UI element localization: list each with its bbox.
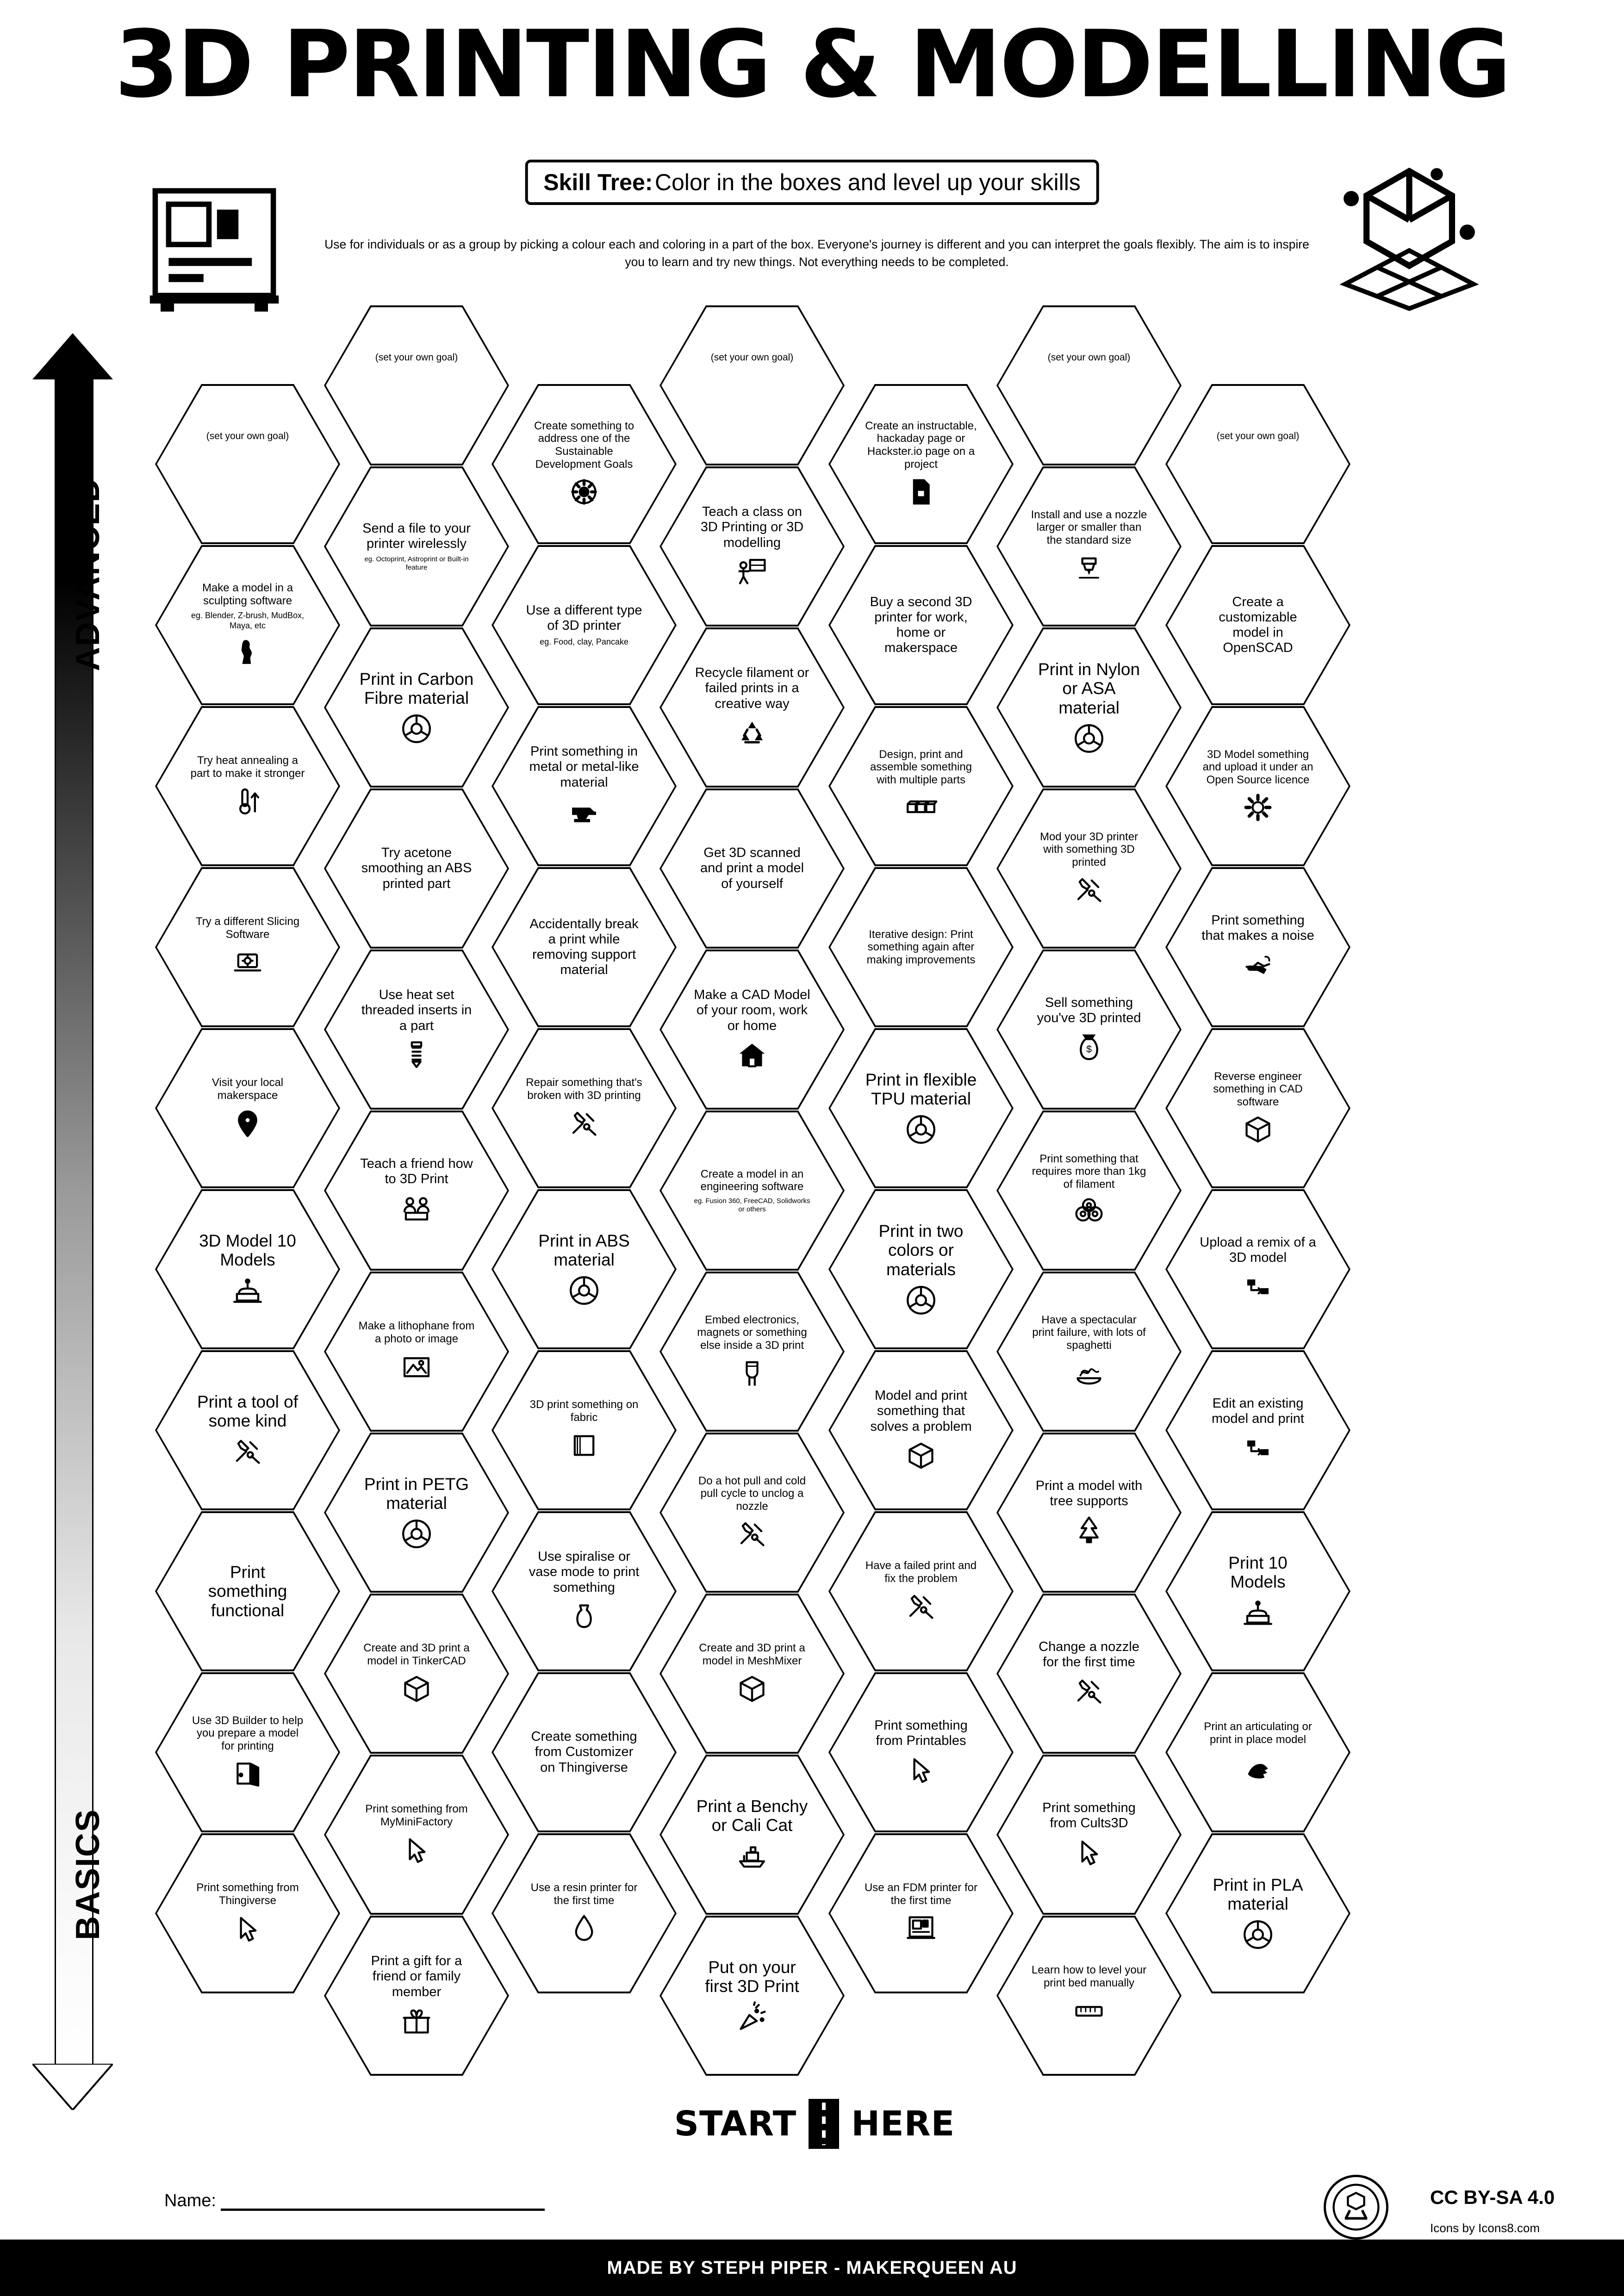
skill-hex-c1-tool[interactable] [155,1350,340,1510]
presentation-icon [735,555,769,589]
skill-hex-c4-recycle[interactable] [660,627,845,788]
hex-label: Visit your local makerspace [212,1076,284,1102]
hex-label: (set your own goal) [1216,431,1300,441]
road-icon [809,2099,839,2149]
hex-label: (set your own goal) [375,352,458,363]
skill-hex-c1-model10[interactable] [155,1189,340,1349]
hex-label: Print something from Thingiverse [196,1881,299,1907]
hex-label: Print in two colors or materials [878,1221,964,1279]
hex-label: Print a Benchy or Cali Cat [696,1796,808,1835]
hex-label: Learn how to level your print bed manually [1031,1964,1147,1989]
skill-hex-c2-goal[interactable] [324,305,509,465]
printer-icon [904,1912,938,1945]
hex-label: Design, print and assemble something with multiple parts [870,748,972,786]
hex-sublabel: eg. Octoprint, Astroprint or Built-in feature [364,555,469,572]
skill-hex-c2-myminifactory[interactable] [324,1755,509,1915]
intro-blurb: Use for individuals or as a group by picking a colour each and coloring in a part of the box. Everyone's journey is different and you can interpret the goals flexibly. The aim is to inspire you to learn and try new things. Not everything needs to be completed. [324,237,1309,269]
skill-hex-c7-pla[interactable] [1165,1833,1350,1993]
skill-hex-c2-carbon[interactable] [324,627,509,788]
cube-outline-icon [735,1672,769,1706]
hex-label: Make a CAD Model of your room, work or home [694,987,810,1033]
skill-hex-c4-teachclass[interactable] [660,466,845,627]
picture-icon [400,1350,433,1384]
skill-hex-c6-cults3d[interactable] [996,1755,1182,1915]
skill-hex-c2-acetone[interactable] [324,788,509,949]
hex-sublabel: eg. Blender, Z-brush, MudBox, Maya, etc [191,611,305,630]
hex-label: Use heat set threaded inserts in a part [361,987,472,1033]
hex-label: Use a different type of 3D printer [526,603,642,633]
hex-label: Buy a second 3D printer for work, home or makerspace [870,594,972,656]
hex-label: Create an instructable, hackaday page or Hackster.io page on a project [865,419,977,471]
skill-hex-c2-teach[interactable] [324,1111,509,1271]
advanced-label: ADVANCED [69,477,106,671]
led-icon [735,1356,769,1390]
hex-label: Create and 3D print a model in TinkerCAD [363,1642,470,1667]
hex-label: Print in PETG material [364,1474,469,1513]
skill-hex-c4-firstprint[interactable] [660,1916,845,2076]
skill-hex-c2-tinkercad[interactable] [324,1594,509,1754]
filament-spool-icon [400,712,433,745]
hex-label: Print a model with tree supports [1035,1478,1143,1508]
sdg-wheel-icon [567,475,601,509]
hex-label: Reverse engineer something in CAD software [1213,1070,1303,1108]
screw-icon [400,1038,433,1072]
laptop-gear-icon [231,946,264,979]
hex-label: Make a lithophane from a photo or image [358,1320,475,1345]
gear-icon [1241,791,1275,824]
skill-hex-c5-solve[interactable] [828,1350,1014,1510]
skill-hex-c5-iterative[interactable] [828,867,1014,1027]
tools-icon [567,1107,601,1140]
hex-label: Print a gift for a friend or family member [371,1954,462,1999]
basics-label: BASICS [69,1808,106,1941]
skill-hex-c5-printables[interactable] [828,1672,1014,1832]
remix-icon [1241,1270,1275,1303]
skill-hex-c6-nozzlesize[interactable] [996,466,1182,627]
hex-label: Create something from Customizer on Thingiverse [531,1729,637,1775]
tools-icon [735,1517,769,1551]
map-pin-icon [231,1107,264,1140]
hex-label: Make a model in a sculpting software [202,582,293,607]
skill-hex-c3-resin[interactable] [492,1833,677,1993]
spaghetti-icon [1072,1356,1106,1390]
skill-hex-c4-scanned[interactable] [660,788,845,949]
hex-label: Use spiralise or vase mode to print something [529,1549,640,1595]
skill-hex-c3-customizer[interactable] [492,1672,677,1832]
skill-hex-c2-petg[interactable] [324,1433,509,1593]
hex-label: (set your own goal) [710,352,794,363]
hex-label: Use a resin printer for the first time [530,1881,638,1907]
hex-label: 3D Model 10 Models [199,1231,296,1269]
skill-hex-c3-sdg[interactable] [492,384,677,544]
spools-icon [1072,1195,1106,1229]
tools-icon [231,1435,264,1468]
boxes-icon [904,791,938,824]
droplet-icon [567,1912,601,1945]
skill-hex-c1-builder[interactable] [155,1672,340,1832]
skill-hex-c7-articulating[interactable] [1165,1672,1350,1832]
hex-label: Iterative design: Print something again after making improvements [866,928,976,966]
anvil-icon [567,795,601,828]
skill-hex-c1-thingiverse[interactable] [155,1833,340,1993]
skill-hex-c1-makerspace[interactable] [155,1028,340,1188]
filament-spool-icon [1241,1918,1275,1951]
hex-label: Print something in metal or metal-like material [529,744,639,790]
hex-label: Repair something that's broken with 3D printing [526,1076,642,1102]
sculpture-icon [231,635,264,669]
subtitle-bold: Skill Tree: [543,169,653,195]
recycle-icon [735,716,769,750]
hex-label: Create a customizable model in OpenSCAD [1219,594,1297,656]
nozzle-icon [1072,551,1106,584]
filament-spool-icon [904,1284,938,1317]
skill-hex-c3-abs[interactable] [492,1189,677,1349]
hex-label: Embed electronics, magnets or something else inside a 3D print [697,1313,807,1352]
hex-label: Print a tool of some kind [197,1392,298,1430]
hex-label: Print something from Cults3D [1042,1800,1136,1831]
name-field-row[interactable] [164,2191,545,2211]
hex-label: Print something that makes a noise [1201,912,1314,943]
skill-hex-c5-tpu[interactable] [828,1028,1014,1188]
skill-hex-c6-mod[interactable] [996,788,1182,949]
tools-icon [1072,873,1106,906]
hex-label: Mod your 3D printer with something 3D printed [1039,830,1139,869]
fabric-icon [567,1429,601,1462]
hex-label: Teach a friend how to 3D Print [360,1156,473,1186]
skill-hex-c7-reverse[interactable] [1165,1028,1350,1188]
skill-hex-c7-opensource[interactable] [1165,706,1350,866]
hex-label: Put on your first 3D Print [705,1957,799,1996]
hex-label: Print in flexible TPU material [865,1070,977,1108]
skill-hex-c1-anneal[interactable] [155,706,340,866]
start-here-marker [643,2096,986,2152]
hex-label: Change a nozzle for the first time [1039,1639,1139,1669]
hex-label: Use 3D Builder to help you prepare a model for printing [192,1714,304,1752]
cake-icon [231,1274,264,1307]
skill-hex-c6-nylon[interactable] [996,627,1182,788]
icons-credit: Icons by Icons8.com [1430,2221,1540,2235]
skill-hex-c5-twocolors[interactable] [828,1189,1014,1349]
here-label: HERE [851,2104,955,2144]
skill-hex-c7-remix[interactable] [1165,1189,1350,1349]
skill-hex-c4-goal[interactable] [660,305,845,465]
skill-hex-c1-goal[interactable] [155,384,340,544]
cursor-icon [400,1833,433,1867]
hex-label: Accidentally break a print while removing support material [529,916,639,978]
skill-hex-c5-failedfix[interactable] [828,1511,1014,1671]
hex-label: Print in PLA material [1213,1875,1303,1913]
skill-hex-c6-treesupports[interactable] [996,1433,1182,1593]
skill-hex-c3-break[interactable] [492,867,677,1027]
hex-label: Send a file to your printer wirelessly [362,521,471,552]
skill-hex-c7-noise[interactable] [1165,867,1350,1027]
skill-hex-c4-nozzle[interactable] [660,1433,845,1593]
hex-label: Have a failed print and fix the problem [865,1559,977,1585]
hex-label: Have a spectacular print failure, with lots of spaghetti [1032,1313,1146,1352]
cube-outline-icon [400,1672,433,1706]
skill-hex-c7-edit[interactable] [1165,1350,1350,1510]
house-icon [735,1038,769,1072]
hex-label: Print 10 Models [1228,1553,1288,1591]
hex-label: Teach a class on 3D Printing or 3D modelling [700,504,804,550]
hex-sublabel: eg. Food, clay, Pancake [540,637,628,647]
tools-icon [1072,1675,1106,1708]
skill-hex-c5-instructable[interactable] [828,384,1014,544]
skill-hex-c1-sculpt[interactable] [155,545,340,705]
hex-label: Print in Nylon or ASA material [1038,659,1140,717]
cube-outline-icon [904,1439,938,1472]
hex-label: Print something that requires more than 1kg of filament [1032,1152,1146,1191]
money-bag-icon [1072,1030,1106,1064]
thermometer-icon [231,785,264,818]
hex-label: Try a different Slicing Software [195,915,300,941]
hex-label: Print an articulating or print in place model [1204,1720,1312,1746]
name-input-line[interactable] [221,2193,545,2211]
tools-icon [904,1590,938,1623]
hex-label: Upload a remix of a 3D model [1200,1235,1316,1265]
hex-label: Install and use a nozzle larger or smaller than the standard size [1031,508,1147,546]
subtitle-rest: Color in the boxes and level up your skills [654,169,1081,195]
hex-sublabel: eg. Fusion 360, FreeCAD, Solidworks or others [694,1197,810,1213]
start-label: START [674,2104,797,2144]
hand-shake-icon [1241,948,1275,981]
skill-hex-c2-wireless[interactable] [324,466,509,627]
name-label: Name: [164,2191,216,2210]
hex-label: Sell something you've 3D printed [1037,995,1141,1025]
hex-label: Edit an existing model and print [1212,1396,1304,1426]
page-title: 3D PRINTING & MODELLING [114,11,1510,118]
skill-hex-c3-different-printer[interactable] [492,545,677,705]
boat-icon [735,1839,769,1873]
hex-label: Create something to address one of the Sustainable Development Goals [534,419,635,471]
skill-hex-c4-embed[interactable] [660,1272,845,1432]
skill-hex-c6-changenozzle[interactable] [996,1594,1182,1754]
skill-hex-c6-spaghetti[interactable] [996,1272,1182,1432]
hex-label: Create and 3D print a model in MeshMixer [699,1642,805,1667]
hex-label: Recycle filament or failed prints in a creative way [695,665,809,711]
skill-hex-c3-metal[interactable] [492,706,677,866]
remix-icon [1241,1431,1275,1464]
hex-label: Try heat annealing a part to make it stronger [190,754,305,780]
skill-hex-c6-1kg[interactable] [996,1111,1182,1271]
skill-hex-c4-cadroom[interactable] [660,949,845,1110]
cursor-icon [1072,1836,1106,1869]
tree-icon [1072,1514,1106,1547]
skill-hex-c6-level[interactable] [996,1916,1182,2076]
skill-hex-c5-secondprinter[interactable] [828,545,1014,705]
filament-spool-icon [400,1517,433,1551]
hex-label: 3D Model something and upload it under an Open Source licence [1202,748,1313,786]
cursor-icon [231,1912,264,1945]
hex-label: Model and print something that solves a problem [870,1388,972,1434]
3d-builder-icon [231,1757,264,1790]
document-icon [904,475,938,509]
skill-hex-c6-sell[interactable] [996,949,1182,1110]
hex-label: Do a hot pull and cold pull cycle to unclog a nozzle [698,1474,806,1513]
svg-text:$: $ [1086,1043,1092,1055]
skill-hex-c2-gift[interactable] [324,1916,509,2076]
dragon-icon [1241,1751,1275,1784]
hex-label: Print something from MyMiniFactory [365,1803,468,1828]
skill-hex-c6-goal[interactable] [996,305,1182,465]
hex-label: Create a model in an engineering software [700,1167,804,1193]
hex-label: Try acetone smoothing an ABS printed part [361,845,472,891]
hex-label: Print something functional [208,1562,287,1620]
filament-spool-icon [567,1274,601,1307]
hex-label: Print something from Printables [874,1718,968,1748]
hex-label: Print in Carbon Fibre material [359,669,474,707]
cube-outline-icon [1241,1113,1275,1146]
filament-spool-icon [1072,722,1106,755]
skill-hex-c7-openscad[interactable] [1165,545,1350,705]
skill-hex-c2-lithophane[interactable] [324,1272,509,1432]
skill-hex-c5-fdm[interactable] [828,1833,1014,1993]
skill-hex-c4-meshmixer[interactable] [660,1594,845,1754]
licence-text: CC BY-SA 4.0 [1430,2186,1555,2208]
skill-hex-c3-fabric[interactable] [492,1350,677,1510]
skill-hex-c3-repair[interactable] [492,1028,677,1188]
skill-hex-c2-inserts[interactable] [324,949,509,1110]
ruler-icon [1072,1994,1106,2028]
cursor-icon [904,1753,938,1787]
skill-hex-c1-functional[interactable] [155,1511,340,1671]
teaching-icon [400,1191,433,1225]
hex-label: Print in ABS material [538,1231,630,1269]
skill-hex-c7-print10[interactable] [1165,1511,1350,1671]
skill-hex-c4-benchy[interactable] [660,1755,845,1915]
footer-bar: MADE BY STEPH PIPER - MAKERQUEEN AU [0,2240,1624,2296]
hex-label: (set your own goal) [1047,352,1131,363]
skill-hex-c3-spiralise[interactable] [492,1511,677,1671]
filament-spool-icon [904,1113,938,1146]
cc-badge-icon [1324,2175,1388,2240]
cake-icon [1241,1596,1275,1629]
hex-label: (set your own goal) [206,431,289,441]
hex-label: 3D print something on fabric [529,1398,639,1424]
party-popper-icon [735,2000,769,2034]
gift-icon [400,2004,433,2038]
skill-hex-c4-engsoftware[interactable] [660,1111,845,1271]
skill-hex-c1-slicer[interactable] [155,867,340,1027]
skill-hex-c5-multipart[interactable] [828,706,1014,866]
hex-label: Use an FDM printer for the first time [864,1881,978,1907]
hex-label: Get 3D scanned and print a model of yourself [700,845,804,891]
vase-icon [567,1600,601,1633]
skill-hex-c7-goal[interactable] [1165,384,1350,544]
